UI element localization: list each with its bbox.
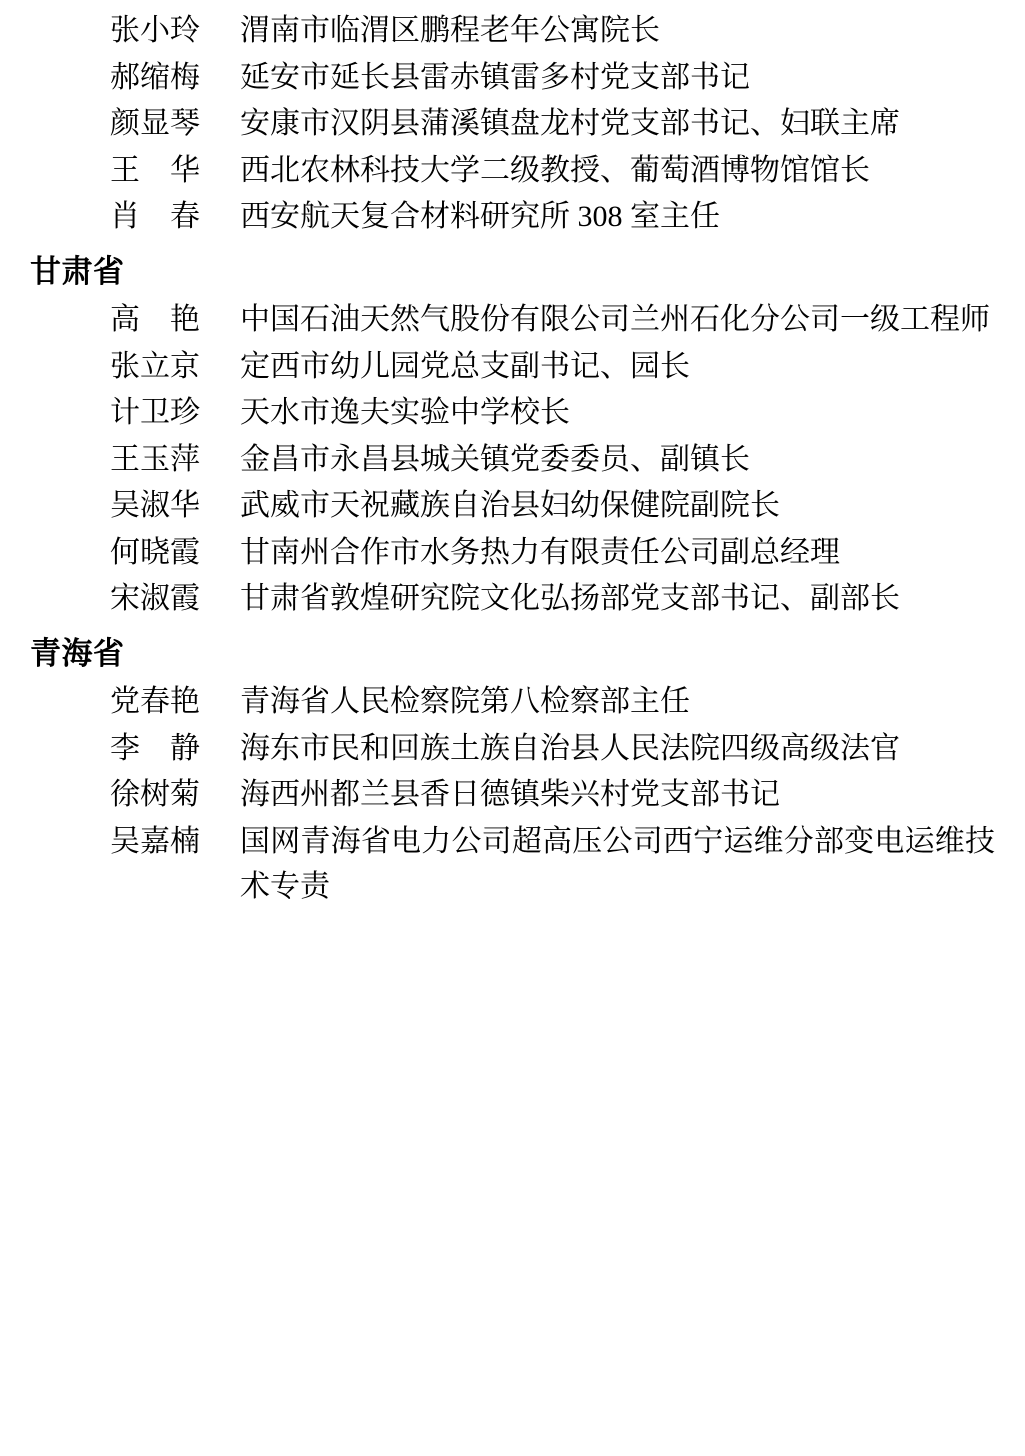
person-name: 徐树菊 — [110, 778, 200, 812]
list-item — [22, 483, 997, 529]
person-name: 李 静 — [110, 731, 200, 765]
person-name: 王玉萍 — [110, 442, 200, 476]
list-item — [22, 194, 997, 240]
person-name: 王 华 — [110, 153, 200, 187]
person-title: 天水市逸夫实验中学校长 — [240, 396, 570, 430]
person-title: 金昌市永昌县城关镇党委委员、副镇长 — [240, 442, 750, 476]
person-title: 甘肃省敦煌研究院文化弘扬部党支部书记、副部长 — [240, 582, 900, 616]
person-name: 张小玲 — [110, 14, 200, 47]
list-item — [22, 437, 997, 483]
person-name: 吴淑华 — [110, 489, 200, 523]
person-name: 肖 春 — [110, 200, 200, 234]
section-heading-gansu: 甘肃省 — [30, 253, 125, 289]
person-title: 安康市汉阴县蒲溪镇盘龙村党支部书记、妇联主席 — [240, 107, 900, 141]
person-title: 国网青海省电力公司超高压公司西宁运维分部变电运维技术专责 — [240, 824, 995, 904]
person-title: 定西市幼儿园党总支副书记、园长 — [240, 349, 690, 383]
person-name: 宋淑霞 — [110, 582, 200, 616]
list-item — [22, 344, 997, 390]
list-item — [22, 297, 997, 343]
person-name: 何晓霞 — [110, 535, 200, 569]
person-name: 高 艳 — [110, 302, 200, 336]
list-item — [22, 530, 997, 576]
list-item — [22, 8, 997, 54]
list-item — [22, 726, 997, 772]
list-item — [22, 55, 997, 101]
person-name: 吴嘉楠 — [110, 824, 200, 858]
list-item — [22, 679, 997, 725]
list-item — [22, 101, 997, 147]
person-title: 海东市民和回族土族自治县人民法院四级高级法官 — [240, 731, 900, 765]
person-name: 郝缩梅 — [110, 60, 200, 94]
person-title: 渭南市临渭区鹏程老年公寓院长 — [240, 14, 660, 47]
list-item — [22, 772, 997, 818]
person-title: 青海省人民检察院第八检察部主任 — [240, 685, 690, 718]
person-title: 延安市延长县雷赤镇雷多村党支部书记 — [240, 60, 750, 94]
person-name: 张立京 — [110, 349, 200, 383]
list-item — [22, 819, 997, 910]
person-title: 中国石油天然气股份有限公司兰州石化分公司一级工程师 — [240, 302, 990, 336]
person-name: 颜显琴 — [110, 107, 200, 141]
list-item — [22, 576, 997, 622]
person-title: 武威市天祝藏族自治县妇幼保健院副院长 — [240, 489, 780, 523]
list-item — [22, 390, 997, 436]
person-title: 甘南州合作市水务热力有限责任公司副总经理 — [240, 535, 840, 569]
person-title: 西北农林科技大学二级教授、葡萄酒博物馆馆长 — [240, 153, 870, 187]
person-title: 海西州都兰县香日德镇柴兴村党支部书记 — [240, 778, 780, 812]
person-name: 计卫珍 — [110, 396, 200, 430]
list-item — [22, 148, 997, 194]
person-name: 党春艳 — [110, 685, 200, 718]
person-title: 西安航天复合材料研究所 308 室主任 — [240, 200, 720, 234]
section-heading-qinghai: 青海省 — [30, 636, 125, 672]
